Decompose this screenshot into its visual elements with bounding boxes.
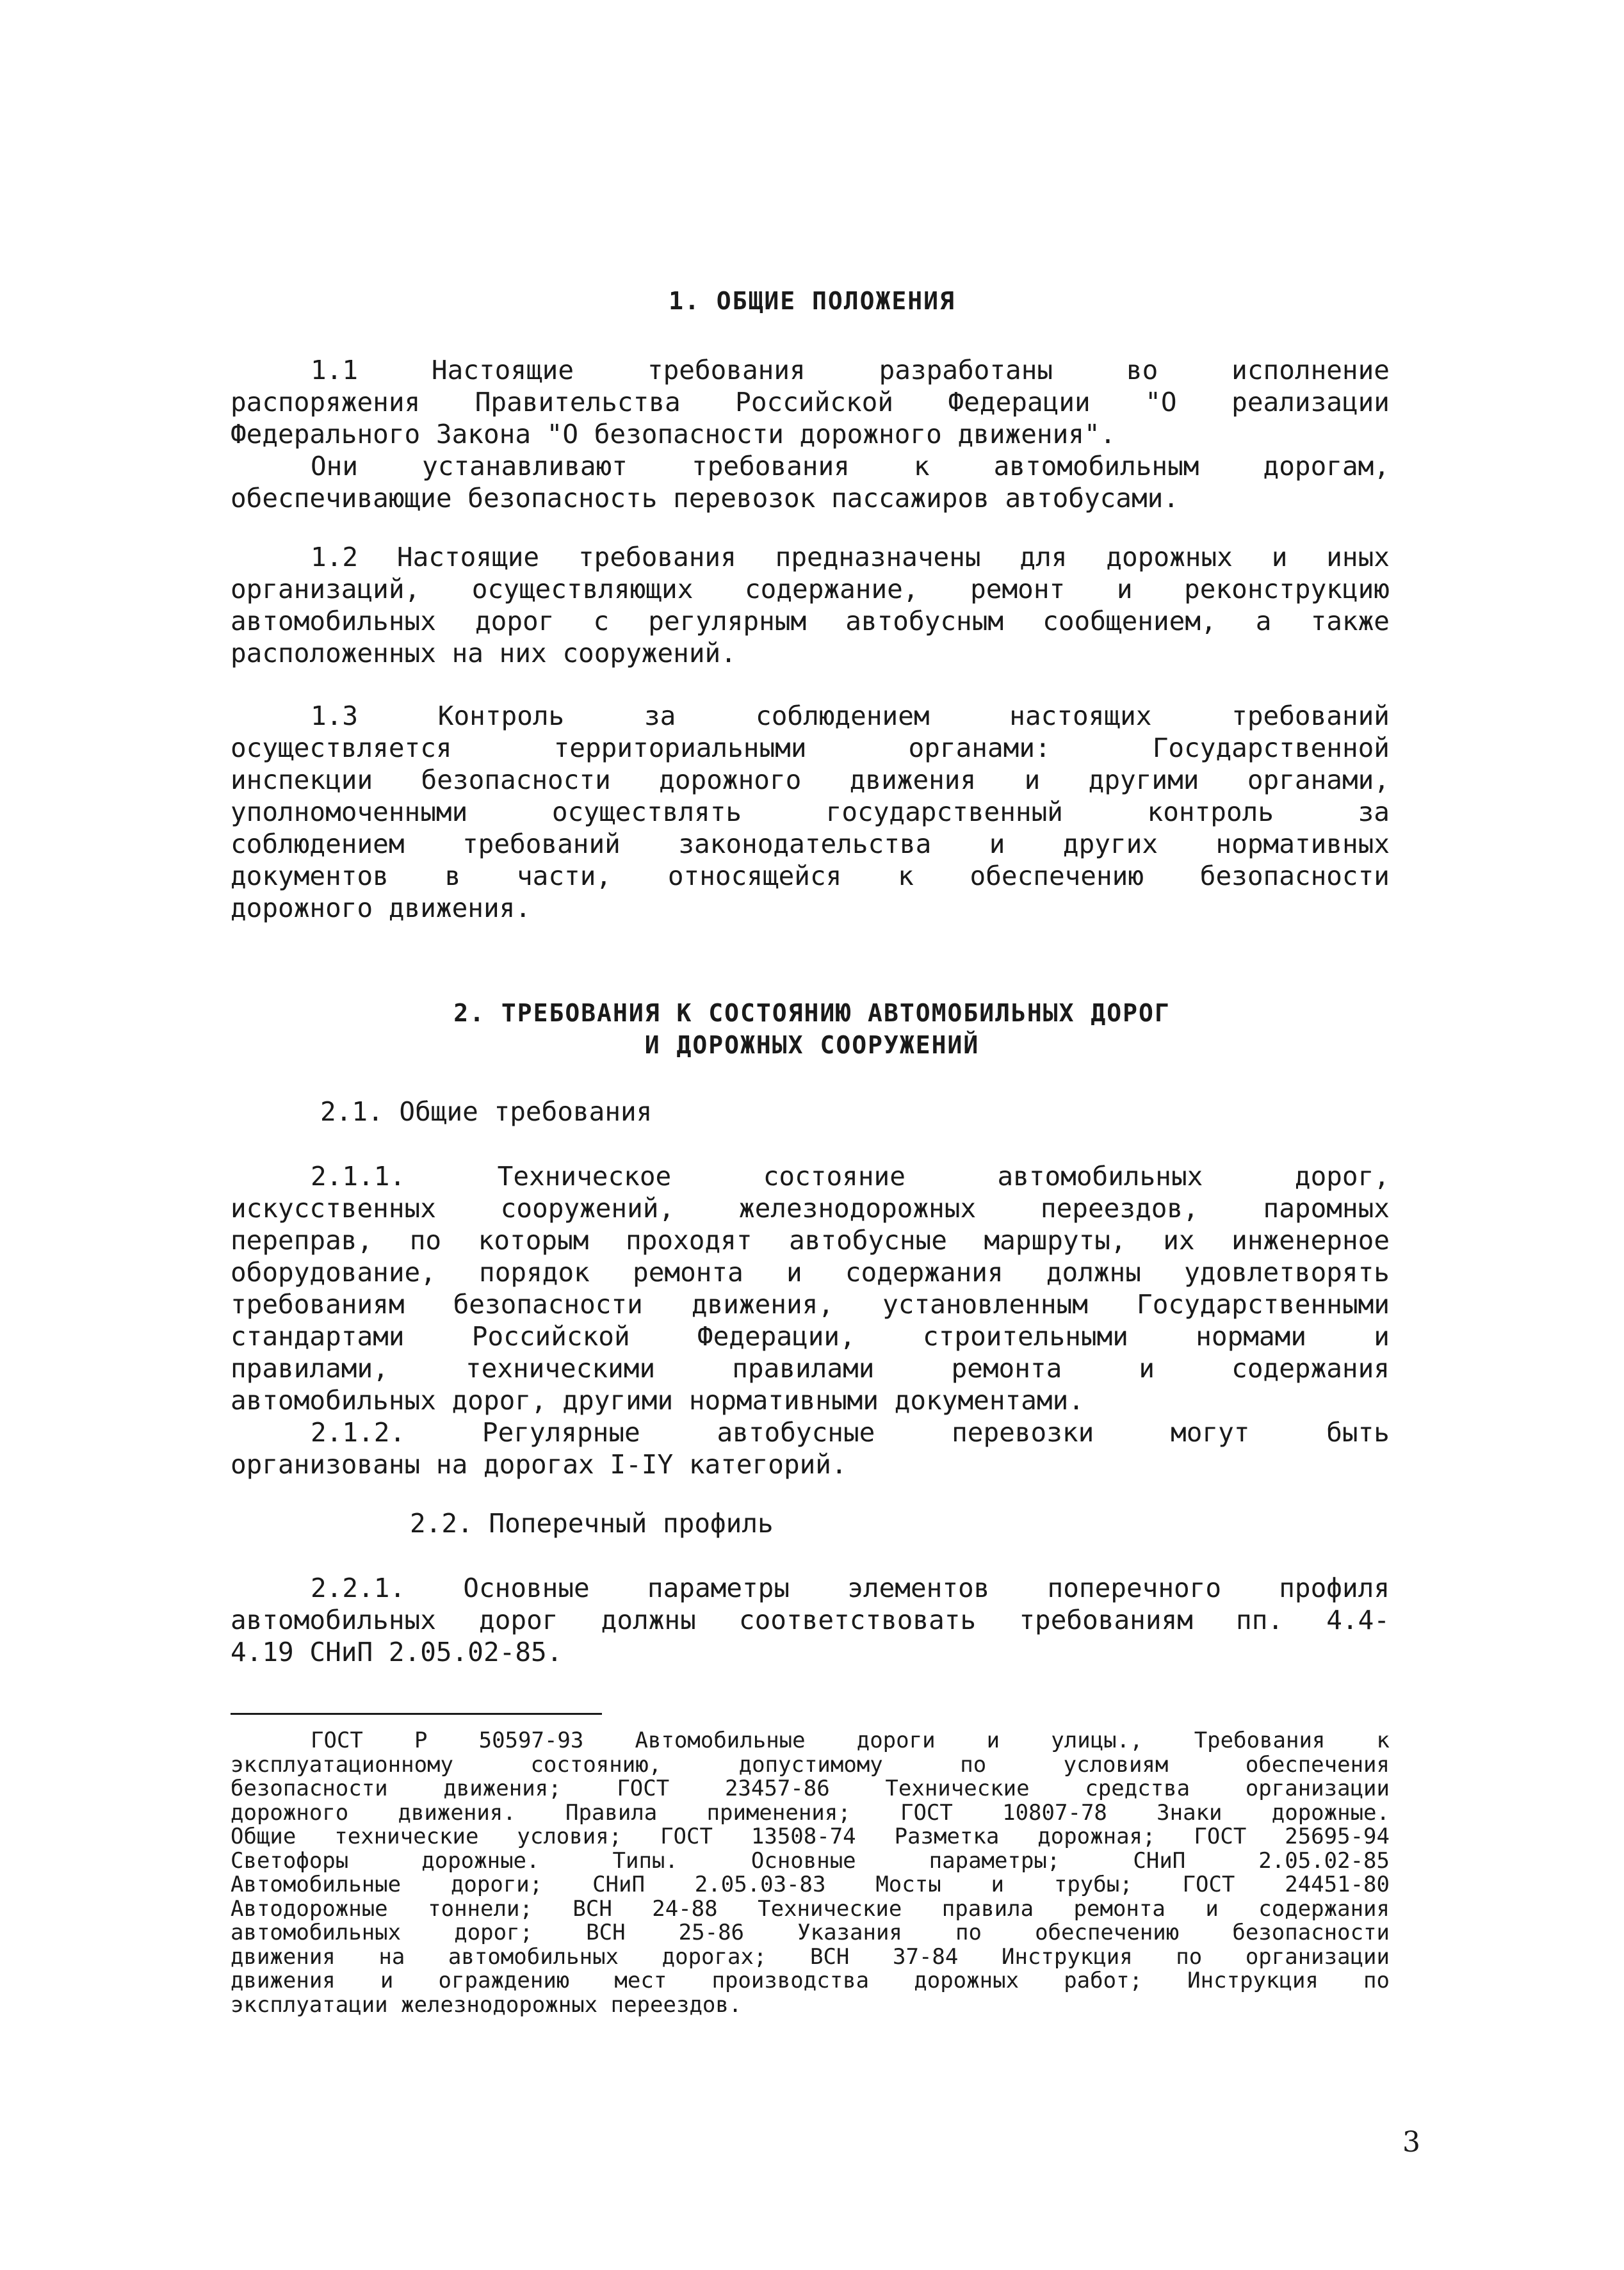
text-line: 1.1 Настоящие требования разработаны во исполнение: [311, 355, 1390, 385]
paragraph-1-1: [231, 354, 1390, 514]
text-line: 1.3 Контроль за соблюдением настоящих требований: [311, 701, 1390, 731]
footnote-line: эксплуатации железнодорожных переездов.: [231, 1991, 742, 2018]
paragraph-1-2: [231, 541, 1390, 669]
text-line: дорожного движения.: [231, 893, 531, 923]
paragraph-2-1-2: [231, 1416, 1390, 1480]
text-line: правилами, техническими правилами ремонта и содержания: [231, 1353, 1390, 1384]
text-line: оборудование, порядок ремонта и содержания должны удовлетворять: [231, 1257, 1390, 1288]
footnote-line: автомобильных дорог; ВСН 25-86 Указания по обеспечению безопасности: [231, 1920, 1390, 1945]
page-number: 3: [1402, 2126, 1420, 2159]
footnote-line: эксплуатационному состоянию, допустимому по условиям обеспечения: [231, 1751, 1390, 1778]
text-line: осуществляется территориальными органами: Государственной: [231, 733, 1390, 763]
text-line: распоряжения Правительства Российской Федерации "О реализации: [231, 387, 1390, 418]
text-line: 2.2.1. Основные параметры элементов поперечного профиля: [311, 1573, 1390, 1603]
footnote-line: Автодорожные тоннели; ВСН 24-88 Технические правила ремонта и содержания: [231, 1895, 1390, 1922]
text-line: инспекции безопасности дорожного движения и другими органами,: [231, 765, 1390, 795]
footnote-line: Общие технические условия; ГОСТ 13508-74 Разметка дорожная; ГОСТ 25695-94: [231, 1824, 1390, 1849]
text-line: автомобильных дорог с регулярным автобусным сообщением, а также: [231, 606, 1390, 636]
text-line: Федерального Закона "О безопасности дорожного движения".: [231, 419, 1116, 450]
text-line: обеспечивающие безопасность перевозок пассажиров автобусами.: [231, 483, 1180, 514]
subsection-2-1-title: 2.1. Общие требования: [320, 1096, 653, 1127]
footnote-line: безопасности движения; ГОСТ 23457-86 Технические средства организации: [231, 1776, 1390, 1801]
text-line: автомобильных дорог, другими нормативными документами.: [231, 1385, 1084, 1416]
text-line: соблюдением требований законодательства и других нормативных: [231, 829, 1390, 859]
text-line: стандартами Российской Федерации, строительными нормами и: [231, 1321, 1390, 1352]
section-2-heading-line-1: 2. ТРЕБОВАНИЯ К СОСТОЯНИЮ АВТОМОБИЛЬНЫХ ДОРОГ: [453, 999, 1171, 1027]
text-line: 2.1.2. Регулярные автобусные перевозки могут быть: [311, 1417, 1390, 1448]
footnote-line: движения на автомобильных дорогах; ВСН 37-84 Инструкция по организации: [231, 1943, 1390, 1970]
text-line: требованиям безопасности движения, установленным Государственными: [231, 1289, 1390, 1320]
paragraph-2-2-1: [231, 1572, 1390, 1668]
paragraph-1-3: [231, 700, 1390, 924]
text-line: 1.2 Настоящие требования предназначены для дорожных и иных: [311, 542, 1390, 572]
text-line: документов в части, относящейся к обеспечению безопасности: [231, 861, 1390, 891]
section-1-heading: 1. ОБЩИЕ ПОЛОЖЕНИЯ: [669, 287, 955, 315]
text-line: Они устанавливают требования к автомобильным дорогам,: [311, 451, 1390, 482]
paragraph-2-1-1: [231, 1160, 1390, 1416]
footnote-line: Светофоры дорожные. Типы. Основные параметры; СНиП 2.05.02-85: [231, 1847, 1390, 1874]
text-line: 4.19 СНиП 2.05.02-85.: [231, 1637, 563, 1667]
text-line: автомобильных дорог должны соответствовать требованиям пп. 4.4-: [231, 1605, 1390, 1635]
footnote-line: ГОСТ Р 50597-93 Автомобильные дороги и улицы., Требования к: [311, 1728, 1390, 1753]
footnote: [231, 1729, 1390, 2017]
text-line: организаций, осуществляющих содержание, ремонт и реконструкцию: [231, 574, 1390, 604]
section-2-heading-line-2: И ДОРОЖНЫХ СООРУЖЕНИЙ: [644, 1031, 980, 1059]
text-line: уполномоченными осуществлять государственный контроль за: [231, 797, 1390, 827]
footnote-separator: [231, 1713, 602, 1715]
text-line: 2.1.1. Техническое состояние автомобильных дорог,: [311, 1161, 1390, 1192]
text-line: переправ, по которым проходят автобусные маршруты, их инженерное: [231, 1225, 1390, 1256]
text-line: расположенных на них сооружений.: [231, 638, 736, 669]
footnote-line: Автомобильные дороги; СНиП 2.05.03-83 Мосты и трубы; ГОСТ 24451-80: [231, 1872, 1390, 1897]
text-line: искусственных сооружений, железнодорожных переездов, паромных: [231, 1193, 1390, 1224]
text-line: организованы на дорогах I-IY категорий.: [231, 1449, 847, 1480]
subsection-2-2-title: 2.2. Поперечный профиль: [410, 1508, 774, 1539]
footnote-line: дорожного движения. Правила применения; ГОСТ 10807-78 Знаки дорожные.: [231, 1799, 1390, 1826]
footnote-line: движения и ограждению мест производства дорожных работ; Инструкция по: [231, 1968, 1390, 1993]
